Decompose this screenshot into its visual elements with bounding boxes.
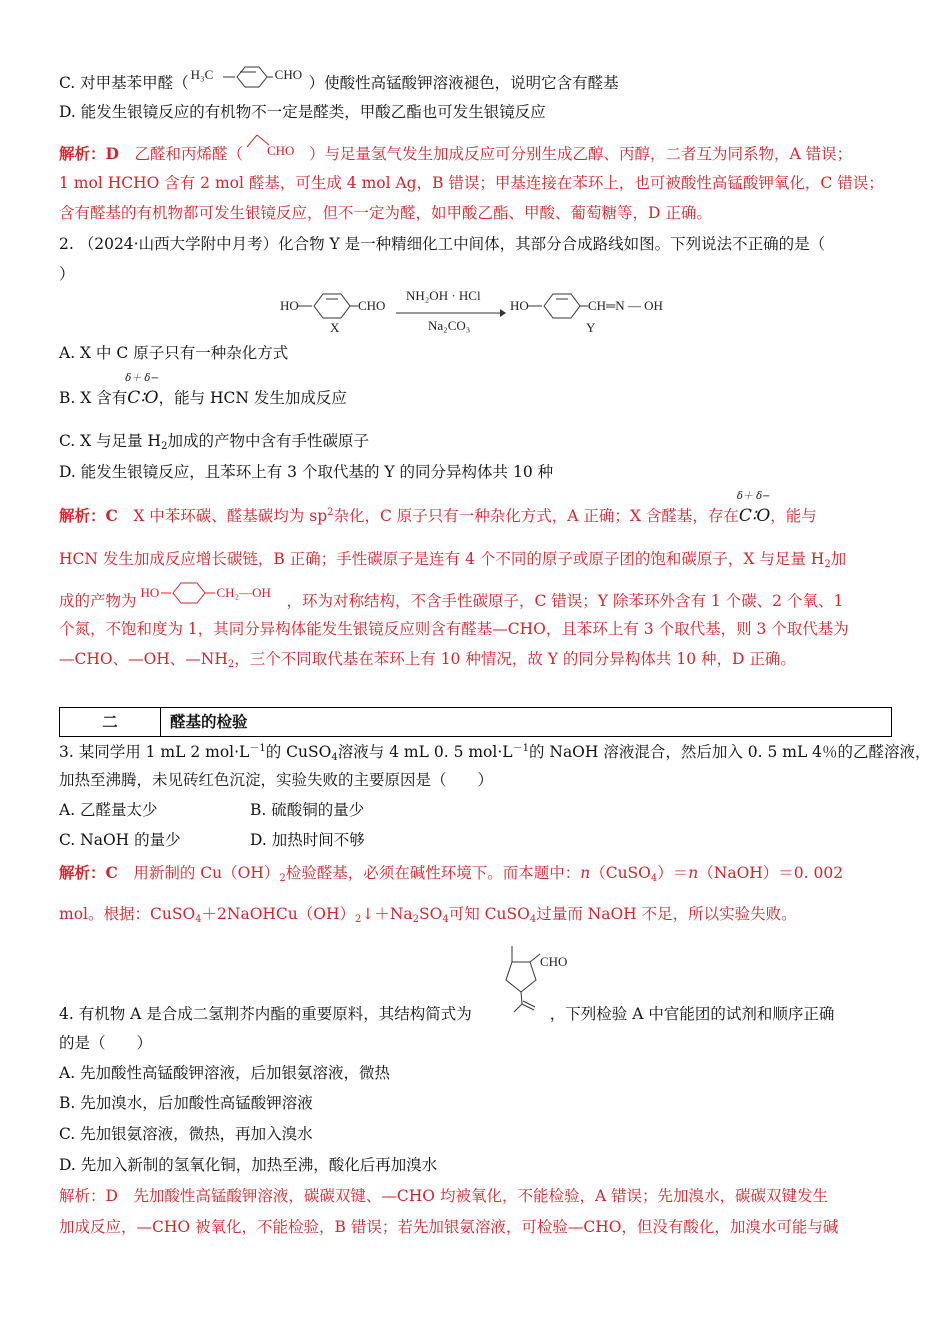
q3-stem-line-1: 3. 某同学用 1 mL 2 $mol\cdot L^{-1}$的 CuSO$_4$溶液与 4 mL 0. 5 $mol\cdot L^{-1}$的 NaOH 溶液混合，然后加入 0. 5 mL 4％的乙醛溶液， — [59, 743, 931, 763]
p-methylbenzaldehyde-structure: H₃C CHO — [189, 74, 309, 88]
q4-stem-line-2: 的是（ ） — [59, 1034, 153, 1052]
section-header — [59, 707, 892, 737]
q2-option-d: D. 能发生银镜反应，且苯环上有 3 个取代基的 Y 的同分异构体共 10 种 — [59, 463, 554, 481]
q2-option-c: C. X 与足量 $H_2$加成的产物中含有手性碳原子 — [59, 432, 369, 452]
analysis-1-line-3: 含有醛基的有机物都可发生银镜反应，但不一定为醛，如甲酸乙酯、甲酸、葡萄糖等，D 正确。 — [59, 204, 712, 222]
cyclohexanol-product-structure: HO CH₂—OH — [137, 592, 287, 606]
q3-option-d: D. 加热时间不够 — [250, 831, 365, 849]
acrolein-structure: CHO — [243, 145, 309, 159]
analysis-1-line-1: 解析：D 乙醛和丙烯醛（ CHO ）与足量氢气发生加成反应可分别生成乙醇、丙醇，二者互为同系物，A 错误； — [59, 145, 852, 163]
cyclohexane-ring-icon — [161, 580, 221, 610]
analysis-2-line-4: 个氮，不饱和度为 1，其同分异构体能发生银镜反应则含有醛基—CHO，且苯环上有 3 个取代基，则 3 个取代基为 — [59, 620, 849, 638]
reaction-scheme: HO CHO X NH₂OH · HCl Na₂CO₃ HO CH═N — OH Y — [280, 288, 663, 335]
polar-carbonyl-symbol: δ＋ δ− C∶O — [125, 373, 159, 408]
q3-option-c: C. NaOH 的量少 — [59, 831, 181, 849]
benzene-ring-icon — [223, 64, 273, 92]
q4-option-c: C. 先加银氨溶液，微热，再加入溴水 — [59, 1125, 313, 1143]
q3-stem-line-2: 加热至沸腾，未见砖红色沉淀，实验失败的主要原因是（ ） — [59, 771, 494, 789]
analysis-2-line-3: 成的产物为 HO CH₂—OH ，环为对称结构，不含手性碳原子，C 错误；Y 除苯环外含有 1 个碳、2 个氧、1 — [59, 592, 843, 610]
section-number: 二 — [60, 708, 161, 736]
analysis-3-line-1: 解析：C 用新制的 $Cu(OH)_2$检验醛基，必须在碱性环境下。而本题中：n（CuSO$_4$）＝n（NaOH）＝0. 002 — [59, 863, 844, 884]
q2-stem-line-1: 2. （2024·山西大学附中月考）化合物 Y 是一种精细化工中间体，其部分合成路线如图。下列说法不正确的是（ — [59, 235, 826, 253]
analysis-1-line-2: 1 mol HCHO 含有 2 mol 醛基，可生成 4 mol Ag，B 错误；甲基连接在苯环上，也可被酸性高锰酸钾氧化，C 错误； — [59, 174, 884, 192]
q4-option-b: B. 先加溴水，后加酸性高锰酸钾溶液 — [59, 1094, 313, 1112]
q4-stem-line-1: 4. 有机物 A 是合成二氢荆芥内酯的重要原料，其结构简式为 ，下列检验 A 中官能团的试剂和顺序正确 — [59, 1005, 835, 1023]
analysis-2-line-5: —CHO、—OH、$—NH_2$，三个不同取代基在苯环上有 10 种情况，故 Y 的同分异构体共 10 种，D 正确。 — [59, 650, 796, 670]
analysis-4-line-1: 解析：D 先加酸性高锰酸钾溶液，碳碳双键、—CHO 均被氧化，不能检验，A 错误；先加溴水，碳碳双键发生 — [59, 1187, 829, 1205]
q2-option-b: B. X 含有 δ＋ δ− C∶O，能与 HCN 发生加成反应 — [59, 373, 347, 408]
q1-option-d: D. 能发生银镜反应的有机物不一定是醛类，甲酸乙酯也可发生银镜反应 — [59, 103, 546, 121]
analysis-2-line-1: 解析：C X 中苯环碳、醛基碳均为 $sp^2$杂化，C 原子只有一种杂化方式，A 正确；X 含醛基，存在 δ＋ δ− C∶O，能与 — [59, 491, 817, 526]
analysis-4-line-2: 加成反应，—CHO 被氧化，不能检验，B 错误；若先加银氨溶液，可检验—CHO，但没有酸化，加溴水可能与碱 — [59, 1218, 839, 1236]
q4-option-a: A. 先加酸性高锰酸钾溶液，后加银氨溶液，微热 — [59, 1064, 391, 1082]
analysis-2-line-2: HCN 发生加成反应增长碳链，B 正确；手性碳原子是连有 4 个不同的原子或原子团的饱和碳原子，X 与足量 $H_2$加 — [59, 550, 847, 570]
q3-option-a: A. 乙醛量太少 — [59, 801, 158, 819]
section-title: 醛基的检验 — [170, 712, 248, 731]
q2-option-a: A. X 中 C 原子只有一种杂化方式 — [59, 344, 289, 362]
q4-option-d: D. 先加入新制的氢氧化铜，加热至沸，酸化后再加溴水 — [59, 1156, 438, 1174]
q1-option-c: C. 对甲基苯甲醛（ H₃C CHO ）使酸性高锰酸钾溶液褪色，说明它含有醛基 — [59, 74, 619, 92]
polar-carbonyl-symbol-2: δ＋ δ− C∶O — [736, 491, 771, 526]
q2-stem-line-2: ） — [59, 265, 75, 283]
reaction-arrow-icon — [396, 308, 506, 318]
analysis-3-line-2: mol。根据：$CuSO_4+2NaOHCu(OH)_2↓+Na_2SO_4$可知 CuSO$_4$过量而 NaOH 不足，所以实验失败。 — [59, 905, 797, 925]
compound-a-structure: CHO — [490, 940, 580, 1025]
q3-option-b: B. 硫酸铜的量少 — [250, 801, 365, 819]
